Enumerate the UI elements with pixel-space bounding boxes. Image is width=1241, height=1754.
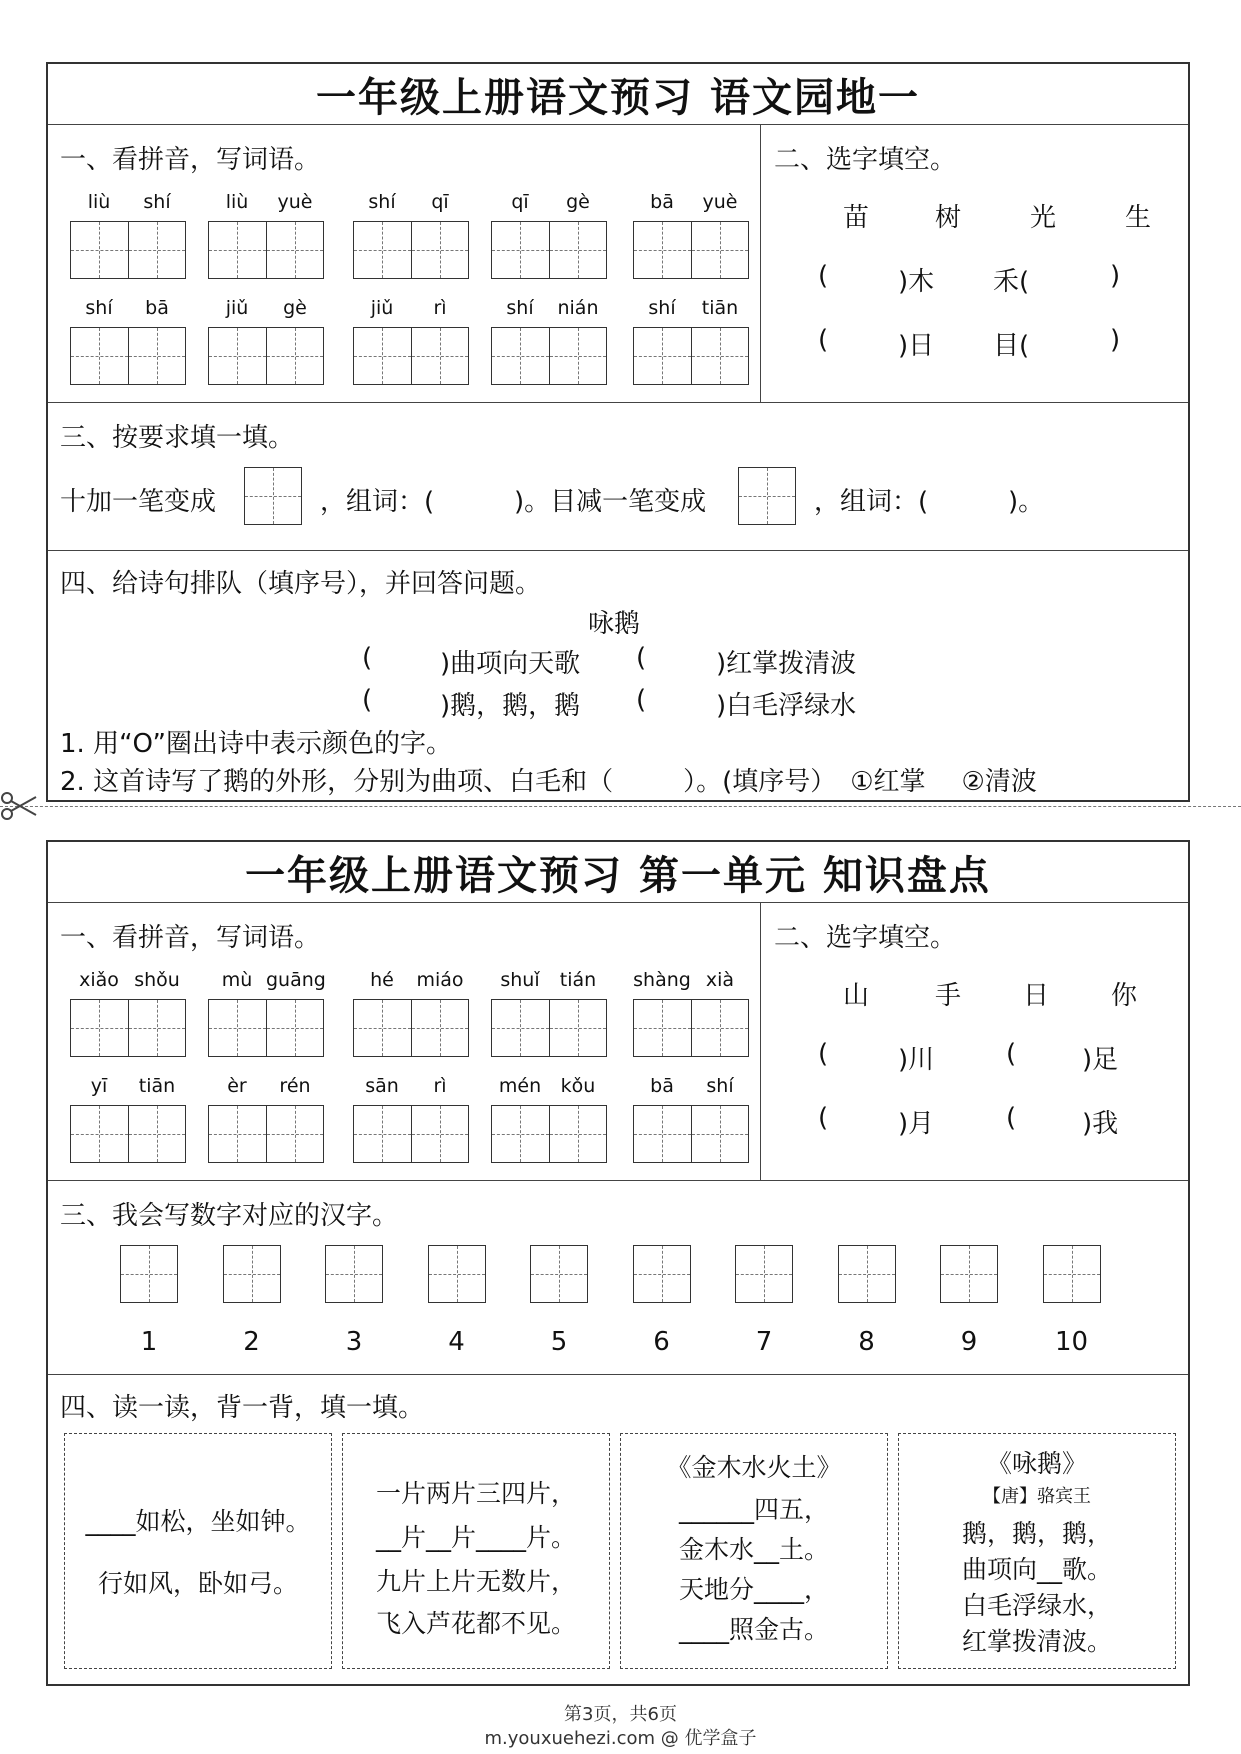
pinyin-syllable: kǒu <box>560 1075 596 1097</box>
recite-line: ____如松，坐如钟。 <box>85 1507 311 1536</box>
recite-title: 《金木水火土》 <box>666 1453 842 1482</box>
recite-line: 金木水__土。 <box>678 1535 829 1564</box>
section-1-heading: 一、看拼音，写词语。 <box>60 923 321 953</box>
recite-line: 一片两片三四片， <box>375 1479 576 1508</box>
blank-end: ) <box>1110 261 1121 291</box>
char-writing-box[interactable] <box>940 1245 998 1303</box>
poem-line: )鹅，鹅，鹅 <box>440 691 581 721</box>
pinyin-syllable: èr <box>227 1075 247 1097</box>
char-choice: 苗 <box>842 203 869 233</box>
char-choice: 生 <box>1124 203 1151 233</box>
pinyin-syllable: liù <box>225 191 249 213</box>
pinyin-syllable: rì <box>433 297 447 319</box>
recite-line: ______四五， <box>678 1495 829 1524</box>
pinyin-syllable: shí <box>143 191 171 213</box>
pinyin-syllable: yī <box>90 1075 108 1097</box>
tianzige-box[interactable] <box>70 999 186 1057</box>
poem-line: )曲项向天歌 <box>440 649 581 679</box>
pinyin-syllable: shí <box>85 297 113 319</box>
pinyin-syllable: qī <box>511 191 529 213</box>
blank-end: ) <box>1110 325 1121 355</box>
worksheet-1-title: 一年级上册语文预习 语文园地一 <box>48 64 1188 125</box>
scissors-icon <box>0 790 38 822</box>
recite-line: 白毛浮绿水， <box>961 1591 1112 1620</box>
pinyin-syllable: rì <box>433 1075 447 1097</box>
pinyin-syllable: shuǐ <box>500 969 540 991</box>
pinyin-syllable: mén <box>498 1075 542 1097</box>
pinyin-syllable: shí <box>648 297 676 319</box>
tianzige-box[interactable] <box>491 221 607 279</box>
pinyin-syllable: yuè <box>702 191 738 213</box>
pinyin-syllable: bā <box>145 297 169 319</box>
order-blank[interactable]: ( <box>636 643 647 673</box>
order-blank[interactable]: ( <box>362 643 373 673</box>
column-divider <box>760 903 761 1180</box>
recite-line: __片__片____片。 <box>375 1523 576 1552</box>
tianzige-box[interactable] <box>633 1105 749 1163</box>
pinyin-syllable: shí <box>506 297 534 319</box>
tianzige-box[interactable] <box>353 999 469 1057</box>
worksheet-2-title: 一年级上册语文预习 第一单元 知识盘点 <box>48 842 1188 903</box>
question-2-suffix: ）。(填序号） <box>683 767 837 797</box>
pinyin-syllable: gè <box>283 297 307 319</box>
recite-line: 曲项向__歌。 <box>961 1555 1112 1584</box>
section-4-heading: 四、读一读，背一背，填一填。 <box>60 1393 425 1423</box>
char-writing-box[interactable] <box>735 1245 793 1303</box>
recite-line: 天地分____， <box>678 1575 829 1604</box>
pinyin-syllable: jiǔ <box>370 297 394 319</box>
pinyin-syllable: guāng <box>266 969 326 991</box>
char-choice: 日 <box>1022 981 1049 1011</box>
blank-open[interactable]: ( <box>818 1039 829 1069</box>
char-writing-box[interactable] <box>325 1245 383 1303</box>
recite-line: ____照金古。 <box>678 1615 829 1644</box>
tianzige-box[interactable] <box>633 221 749 279</box>
tianzige-box[interactable] <box>633 327 749 385</box>
blank-close-text: )月 <box>898 1109 935 1139</box>
pinyin-syllable: bā <box>650 1075 674 1097</box>
pinyin-syllable: tiān <box>138 1075 176 1097</box>
question-2-text: 2. 这首诗写了鹅的外形，分别为曲项、白毛和（ <box>60 767 614 797</box>
tianzige-box[interactable] <box>353 327 469 385</box>
char-writing-box[interactable] <box>223 1245 281 1303</box>
char-choice: 手 <box>934 981 961 1011</box>
pinyin-syllable: sān <box>365 1075 399 1097</box>
poem-line: )白毛浮绿水 <box>716 691 857 721</box>
pinyin-syllable: shǒu <box>134 969 180 991</box>
recite-author: 【唐】骆宾王 <box>983 1486 1091 1507</box>
instruction-text: ，组词：( <box>814 487 929 517</box>
section-recite <box>48 1375 1188 1689</box>
tianzige-box[interactable] <box>353 221 469 279</box>
blank-close-text: )足 <box>1082 1045 1119 1075</box>
tianzige-box[interactable] <box>208 327 324 385</box>
pinyin-syllable: shí <box>706 1075 734 1097</box>
number-label: 10 <box>1054 1327 1089 1357</box>
instruction-text: ，组词：( <box>320 487 435 517</box>
blank-open[interactable]: ( <box>818 261 829 291</box>
section-poem-order <box>48 551 1188 799</box>
tianzige-box[interactable] <box>70 327 186 385</box>
recite-line: 飞入芦花都不见。 <box>375 1609 576 1638</box>
answer-box[interactable] <box>738 467 796 525</box>
section-3-heading: 三、我会写数字对应的汉字。 <box>60 1201 399 1231</box>
pinyin-syllable: xià <box>705 969 735 991</box>
pinyin-syllable: nián <box>557 297 599 319</box>
number-label: 9 <box>960 1327 978 1357</box>
recite-line: 行如风，卧如弓。 <box>97 1569 298 1598</box>
pinyin-syllable: gè <box>566 191 590 213</box>
blank-close-text: )我 <box>1082 1109 1119 1139</box>
blank-open[interactable]: ( <box>818 325 829 355</box>
section-number-chars <box>48 1181 1188 1375</box>
tianzige-box[interactable] <box>70 1105 186 1163</box>
worksheet-1 <box>46 62 1190 802</box>
order-blank[interactable]: ( <box>362 685 373 715</box>
char-writing-box[interactable] <box>838 1245 896 1303</box>
number-label: 3 <box>345 1327 363 1357</box>
char-writing-box[interactable] <box>530 1245 588 1303</box>
section-1-heading: 一、看拼音，写词语。 <box>60 145 321 175</box>
recite-title: 《咏鹅》 <box>986 1449 1087 1478</box>
tianzige-box[interactable] <box>353 1105 469 1163</box>
blank-mid-text[interactable]: 禾( <box>993 267 1030 297</box>
site-watermark: m.youxuehezi.com @ 优学盒子 <box>484 1728 757 1749</box>
instruction-text: )。 <box>1008 487 1045 517</box>
char-writing-box[interactable] <box>120 1245 178 1303</box>
tianzige-box[interactable] <box>208 221 324 279</box>
instruction-text: 十加一笔变成 <box>60 487 217 517</box>
char-writing-box[interactable] <box>428 1245 486 1303</box>
recite-line: 红掌拨清波。 <box>961 1627 1112 1656</box>
pinyin-syllable: shí <box>368 191 396 213</box>
pinyin-syllable: mù <box>221 969 253 991</box>
section-pinyin-and-fill <box>48 125 1188 403</box>
pinyin-syllable: yuè <box>277 191 313 213</box>
poem-line: )红掌拨清波 <box>716 649 857 679</box>
number-label: 1 <box>140 1327 158 1357</box>
section-transform-char <box>48 403 1188 551</box>
recite-box-3 <box>620 1433 888 1669</box>
question-2 <box>60 761 1037 798</box>
section-2-heading: 二、选字填空。 <box>774 923 957 953</box>
recite-box-1 <box>64 1433 332 1669</box>
number-label: 5 <box>550 1327 568 1357</box>
pinyin-syllable: tián <box>559 969 597 991</box>
recite-line: 九片上片无数片， <box>375 1567 576 1596</box>
tianzige-box[interactable] <box>208 1105 324 1163</box>
char-choice: 山 <box>842 981 869 1011</box>
cut-line <box>0 806 1241 807</box>
number-label: 7 <box>755 1327 773 1357</box>
pinyin-syllable: bā <box>650 191 674 213</box>
instruction-text: )。目减一笔变成 <box>514 487 707 517</box>
pinyin-syllable: xiǎo <box>79 969 119 991</box>
tianzige-box[interactable] <box>491 1105 607 1163</box>
pinyin-syllable: rén <box>279 1075 311 1097</box>
recite-box-4 <box>898 1433 1176 1669</box>
tianzige-box[interactable] <box>208 999 324 1057</box>
pinyin-syllable: qī <box>431 191 449 213</box>
blank-mid-text[interactable]: 目( <box>993 331 1030 361</box>
blank-close-text: )日 <box>898 331 935 361</box>
pinyin-syllable: jiǔ <box>225 297 249 319</box>
blank-open[interactable]: ( <box>818 1103 829 1133</box>
char-writing-box[interactable] <box>1043 1245 1101 1303</box>
blank-open[interactable]: ( <box>1006 1039 1017 1069</box>
section-3-heading: 三、按要求填一填。 <box>60 423 295 453</box>
section-pinyin-and-fill <box>48 903 1188 1181</box>
worksheet-2 <box>46 840 1190 1686</box>
tianzige-box[interactable] <box>70 221 186 279</box>
blank-close-text: )川 <box>898 1045 935 1075</box>
tianzige-box[interactable] <box>491 999 607 1057</box>
char-choice: 光 <box>1029 203 1056 233</box>
pinyin-syllable: miáo <box>416 969 464 991</box>
tianzige-box[interactable] <box>633 999 749 1057</box>
number-label: 4 <box>448 1327 465 1357</box>
blank-open[interactable]: ( <box>1006 1103 1017 1133</box>
poem-title: 咏鹅 <box>588 609 641 639</box>
blank-close-text: )木 <box>898 267 935 297</box>
pinyin-syllable: tiān <box>701 297 739 319</box>
pinyin-syllable: hé <box>370 969 394 991</box>
number-label: 2 <box>243 1327 260 1357</box>
number-label: 8 <box>858 1327 875 1357</box>
order-blank[interactable]: ( <box>636 685 647 715</box>
option-1: ①红掌 <box>850 767 926 797</box>
section-2-heading: 二、选字填空。 <box>774 145 957 175</box>
page-number: 第3页，共6页 <box>564 1704 677 1725</box>
number-label: 6 <box>653 1327 670 1357</box>
char-choice: 你 <box>1110 981 1137 1011</box>
question-1: 1. 用“O”圈出诗中表示颜色的字。 <box>60 729 453 759</box>
char-writing-box[interactable] <box>633 1245 691 1303</box>
answer-box[interactable] <box>244 467 302 525</box>
recite-box-2 <box>342 1433 610 1669</box>
tianzige-box[interactable] <box>491 327 607 385</box>
char-choice: 树 <box>934 203 961 233</box>
section-4-heading: 四、给诗句排队（填序号），并回答问题。 <box>60 569 542 599</box>
pinyin-syllable: liù <box>87 191 111 213</box>
recite-line: 鹅，鹅，鹅， <box>961 1519 1112 1548</box>
option-2: ②清波 <box>961 767 1037 797</box>
pinyin-syllable: shàng <box>633 969 691 991</box>
column-divider <box>760 125 761 402</box>
